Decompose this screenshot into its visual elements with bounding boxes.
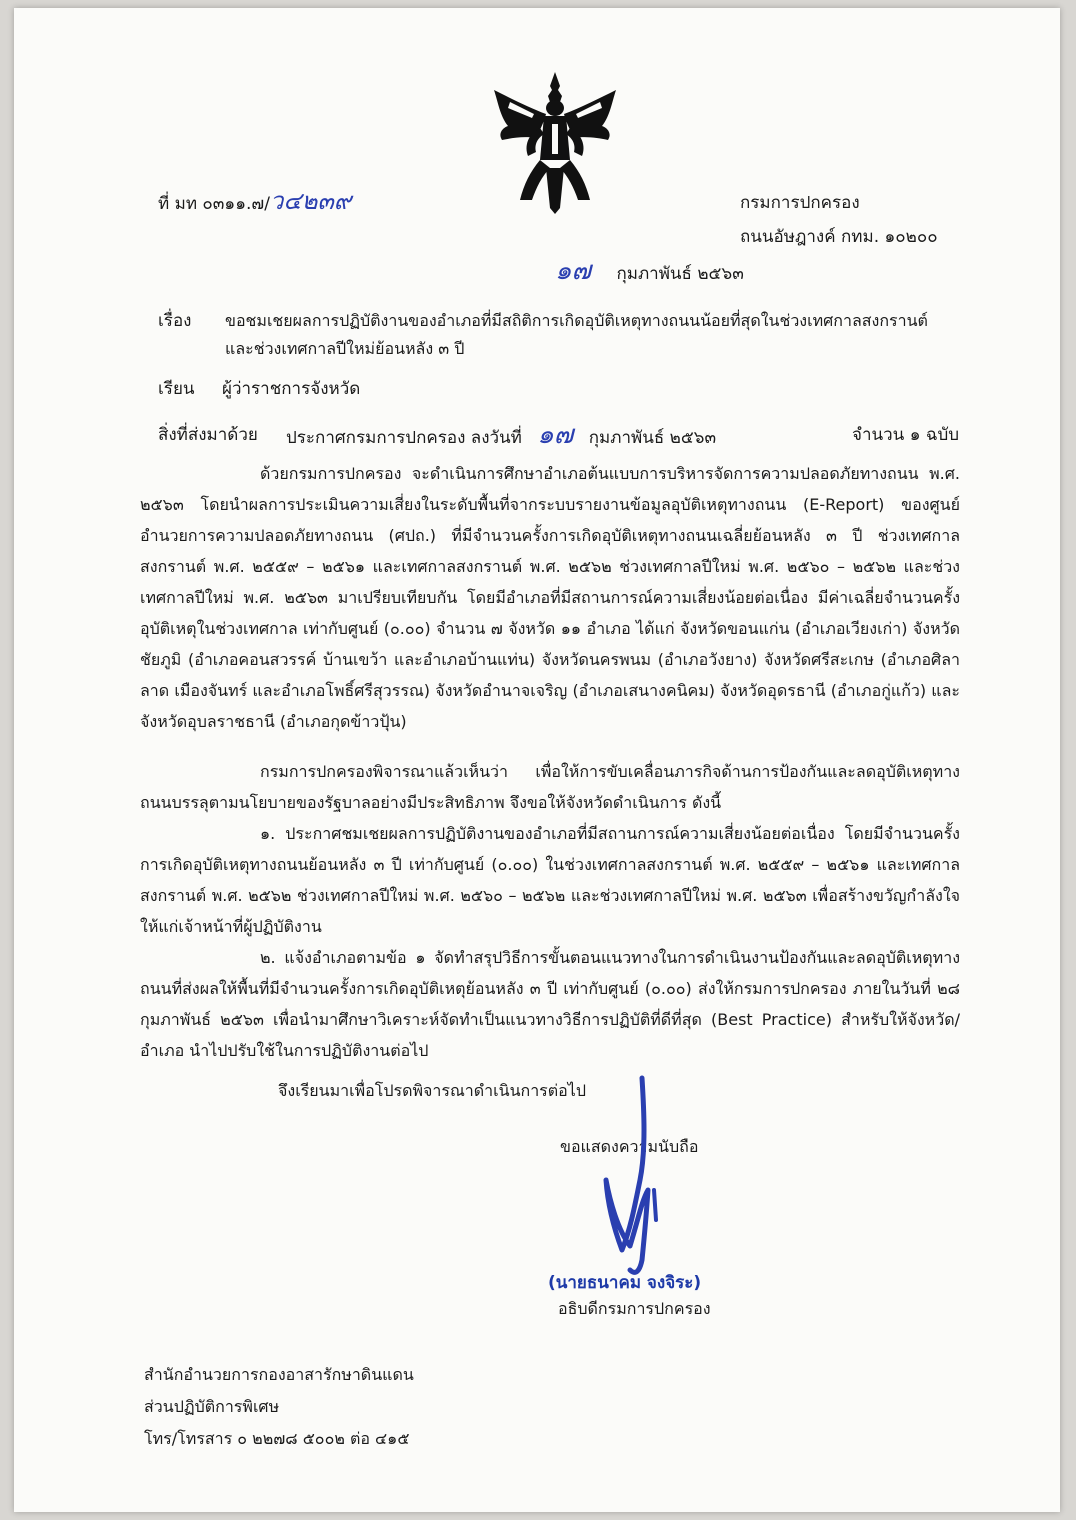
closing-line: จึงเรียนมาเพื่อโปรดพิจารณาดำเนินการต่อไป [278, 1081, 586, 1100]
to-value: ผู้ว่าราชการจังหวัด [222, 379, 361, 399]
item-2-text: ๒. แจ้งอำเภอตามข้อ ๑ จัดทำสรุปวิธีการขั้นตอนแนวทางในการดำเนินงานป้องกันและลดอุบัติเหตุทางถนนที่ส่งผลให้พื้นที่มีจำนวนครั้งการเกิดอุบัติเหตุย้อนหลัง ๓ ปี เท่ากับศูนย์ (๐.๐๐) ส่งให้กรมการปกครอง ภายในวันที่ ๒๘ กุมภาพันธ์ ๒๕๖๓ เพื่อนำมาศึกษาวิเคราะห์จัดทำเป็นแนวทางวิธีการปฏิบัติที่ดีที่สุด (Best Practice) สำหรับให้จังหวัด/อำเภอ นำไปปรับใช้ในการปฏิบัติงานต่อไป [140, 948, 961, 1060]
doc-number-handwritten: ว๔๒๓๙ [269, 187, 352, 215]
date-day-handwritten: ๑๗ [555, 256, 592, 286]
to-label: เรียน [158, 379, 195, 399]
subject-line-1: ขอชมเชยผลการปฏิบัติงานของอำเภอที่มีสถิติการเกิดอุบัติเหตุทางถนนน้อยที่สุดในช่วงเทศกาลสงกรานต์ [225, 311, 928, 330]
attachment-description: ประกาศกรมการปกครอง ลงวันที่ [286, 428, 522, 448]
date-month-year: กุมภาพันธ์ ๒๕๖๓ [616, 264, 744, 284]
body-item-1 [140, 818, 960, 942]
attachment-month-year: กุมภาพันธ์ ๒๕๖๓ [588, 428, 717, 448]
attachment-label: สิ่งที่ส่งมาด้วย [158, 425, 258, 445]
attachment-text [286, 420, 716, 453]
garuda-emblem-icon [480, 68, 630, 218]
body-paragraph-1 [140, 458, 960, 737]
paragraph-1-text: ด้วยกรมการปกครอง จะดำเนินการศึกษาอำเภอต้นแบบการบริหารจัดการความปลอดภัยทางถนน พ.ศ. ๒๕๖๓ โดยนำผลการประเมินความเสี่ยงในระดับพื้นที่จากระบบรายงานข้อมูลอุบัติเหตุทางถนน (E-Report) ของศูนย์อำนวยการความปลอดภัยทางถนน (ศปถ.) ที่มีจำนวนครั้งการเกิดอุบัติเหตุทางถนนเฉลี่ยย้อนหลัง ๓ ปี ช่วงเทศกาลสงกรานต์ พ.ศ. ๒๕๕๙ – ๒๕๖๑ และเทศกาลสงกรานต์ พ.ศ. ๒๕๖๒ ช่วงเทศกาลปีใหม่ พ.ศ. ๒๕๖๐ – ๒๕๖๒ และช่วงเทศกาลปีใหม่ พ.ศ. ๒๕๖๓ มาเปรียบเทียบกัน โดยมีอำเภอที่มีสถานการณ์ความเสี่ยงน้อยต่อเนื่อง มีค่าเฉลี่ยจำนวนครั้งอุบัติเหตุในช่วงเทศกาล เท่ากับศูนย์ (๐.๐๐) จำนวน ๗ จังหวัด ๑๑ อำเภอ ได้แก่ จังหวัดขอนแก่น (อำเภอเวียงเก่า) จังหวัดชัยภูมิ (อำเภอคอนสวรรค์ บ้านเขว้า และอำเภอบ้านแท่น) จังหวัดนครพนม (อำเภอวังยาง) จังหวัดศรีสะเกษ (อำเภอศิลาลาด เมืองจันทร์ และอำเภอโพธิ์ศรีสุวรรณ) จังหวัดอำนาจเจริญ (อำเภอเสนางคนิคม) จังหวัดอุดรธานี (อำเภอกู่แก้ว) และจังหวัดอุบลราชธานี (อำเภอกุดข้าวปุ้น) [140, 464, 960, 731]
footer-phone: โทร/โทรสาร ๐ ๒๒๗๘ ๕๐๐๒ ต่อ ๔๑๕ [144, 1429, 410, 1448]
attachment-day-handwritten: ๑๗ [537, 420, 574, 450]
footer-division: ส่วนปฏิบัติการพิเศษ [144, 1397, 280, 1416]
body-item-2 [140, 942, 960, 1066]
org-name: กรมการปกครอง [740, 193, 860, 213]
doc-number-label: ที่ มท ๐๓๑๑.๗/ [158, 194, 270, 214]
doc-number [158, 186, 351, 219]
attachment-count: จำนวน ๑ ฉบับ [852, 425, 960, 445]
org-address: ถนนอัษฎางค์ กทม. ๑๐๒๐๐ [740, 227, 938, 247]
letter-date [555, 256, 744, 289]
footer-office: สำนักอำนวยการกองอาสารักษาดินแดน [144, 1365, 414, 1384]
subject-label: เรื่อง [158, 311, 192, 331]
regards: ขอแสดงความนับถือ [560, 1137, 699, 1156]
item-1-text: ๑. ประกาศชมเชยผลการปฏิบัติงานของอำเภอที่มีสถานการณ์ความเสี่ยงน้อยต่อเนื่อง โดยมีจำนวนครั้งการเกิดอุบัติเหตุทางถนนย้อนหลัง ๓ ปี เท่ากับศูนย์ (๐.๐๐) ในช่วงเทศกาลสงกรานต์ พ.ศ. ๒๕๕๙ – ๒๕๖๑ และเทศกาลสงกรานต์ พ.ศ. ๒๕๖๒ ช่วงเทศกาลปีใหม่ พ.ศ. ๒๕๖๐ – ๒๕๖๒ และช่วงเทศกาลปีใหม่ พ.ศ. ๒๕๖๓ เพื่อสร้างขวัญกำลังใจให้แก่เจ้าหน้าที่ผู้ปฏิบัติงาน [140, 824, 960, 936]
signatory-name: (นายธนาคม จงจิระ) [548, 1273, 702, 1293]
body-paragraph-2 [140, 756, 960, 818]
signatory-title: อธิบดีกรมการปกครอง [558, 1299, 711, 1318]
paragraph-2-text: กรมการปกครองพิจารณาแล้วเห็นว่า เพื่อให้การขับเคลื่อนภารกิจด้านการป้องกันและลดอุบัติเหตุทางถนนบรรลุตามนโยบายของรัฐบาลอย่างมีประสิทธิภาพ จึงขอให้จังหวัดดำเนินการ ดังนี้ [140, 762, 960, 812]
subject-line-2: และช่วงเทศกาลปีใหม่ย้อนหลัง ๓ ปี [225, 339, 465, 358]
